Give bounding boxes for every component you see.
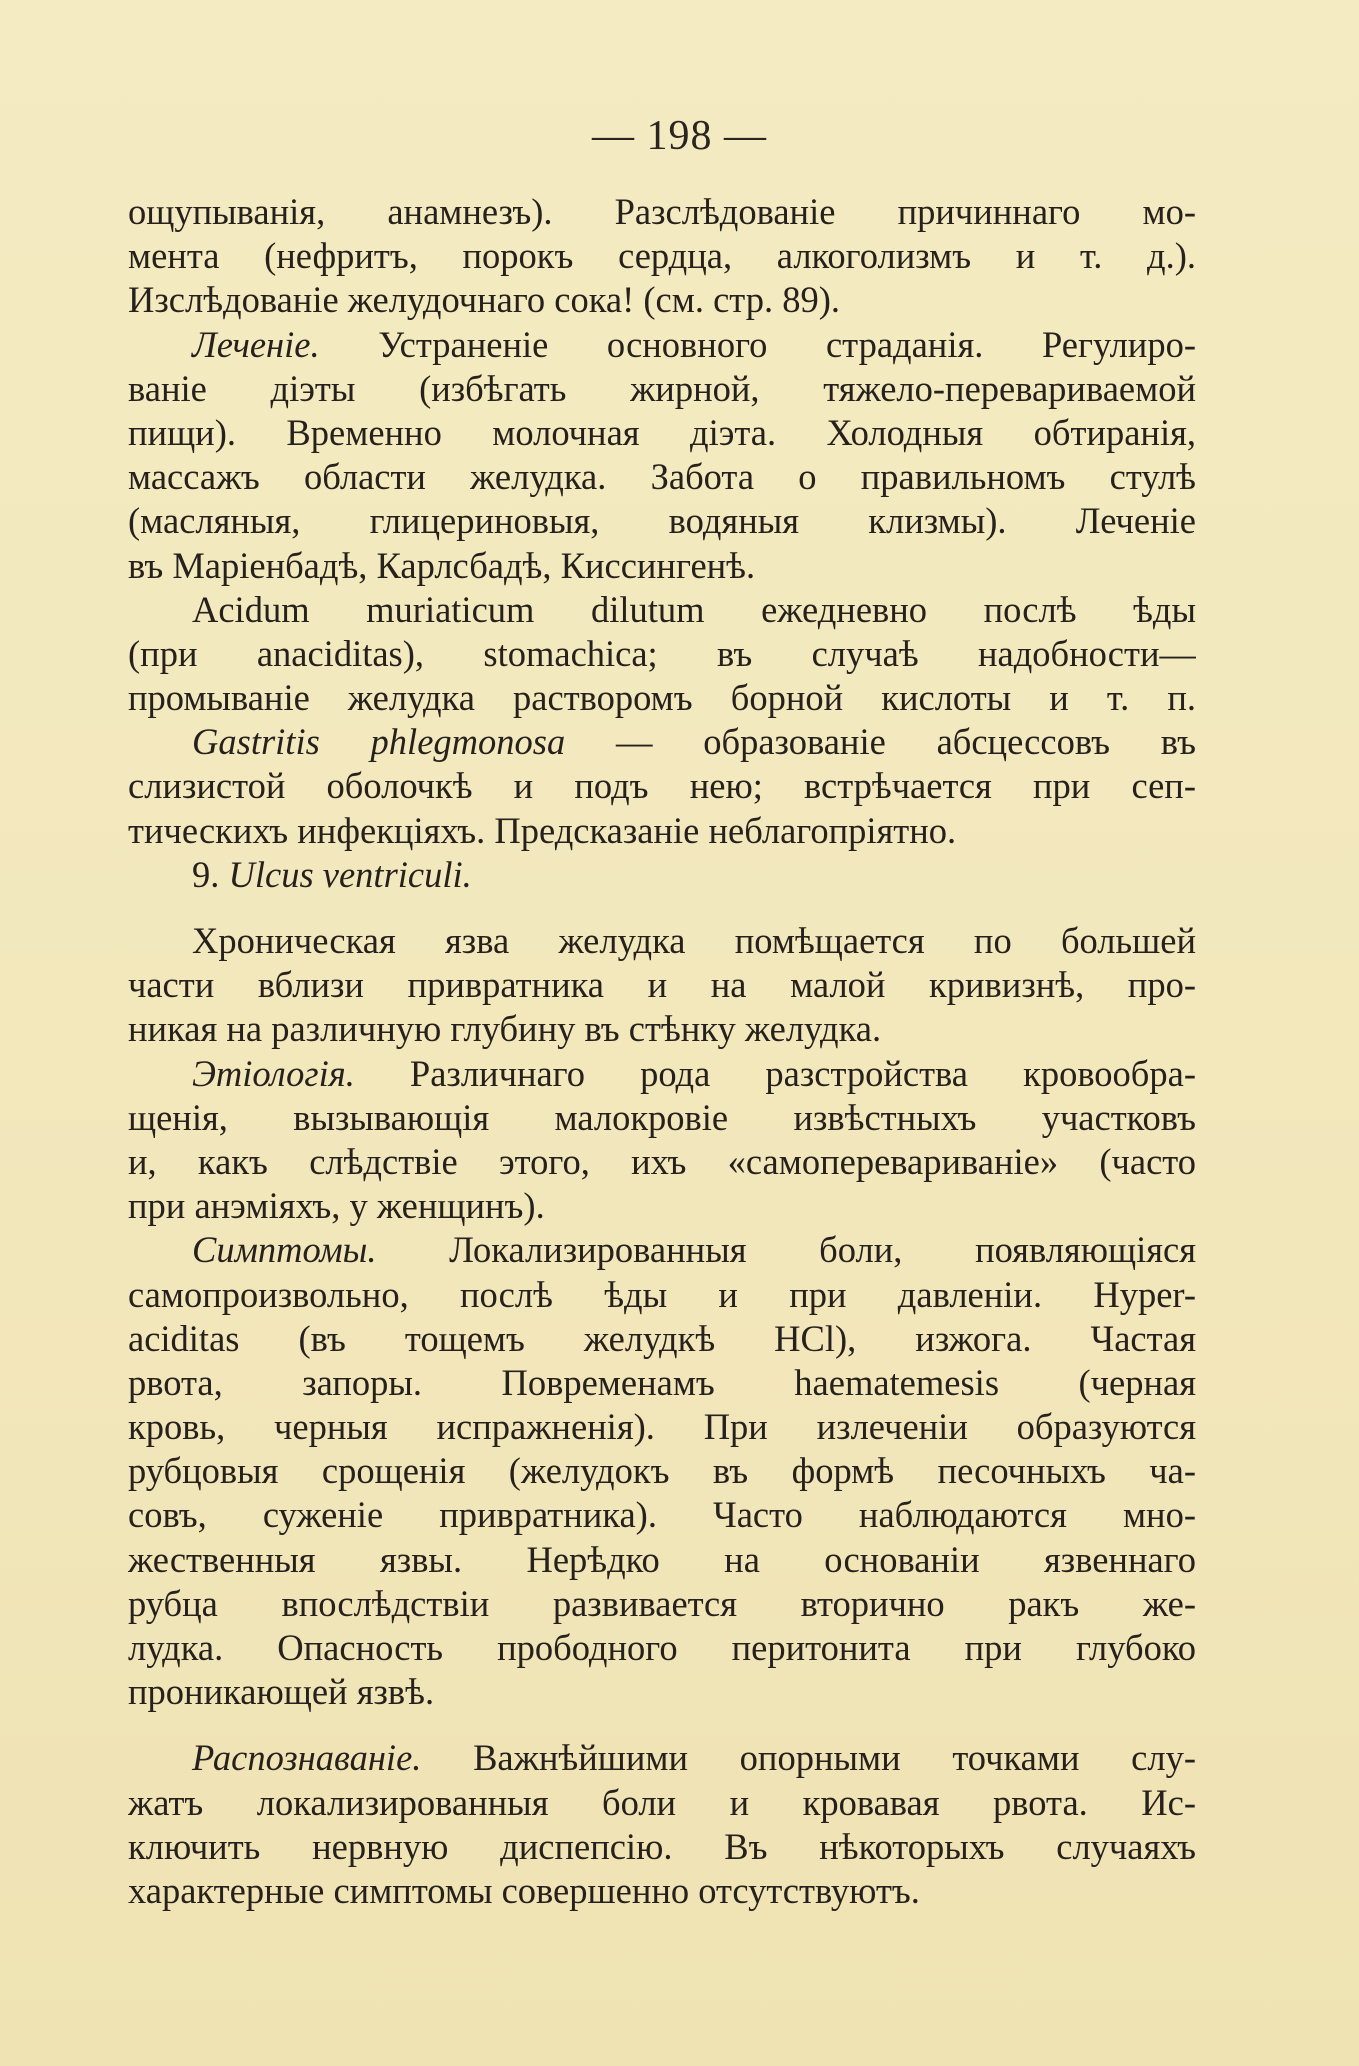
text-line <box>128 853 1196 897</box>
text-line <box>128 499 1196 543</box>
text-line <box>128 1052 1196 1096</box>
text-segment: ваніе діэты (избѣгать жирной, тяжело-перевариваемой <box>128 367 1196 409</box>
text-segment: щенія, вызывающія малокровіе извѣстныхъ участковъ <box>128 1096 1196 1138</box>
text-line <box>128 1184 1196 1228</box>
text-segment: (масляныя, глицериновыя, водяныя клизмы). Леченіе <box>128 500 1196 542</box>
text-segment: жатъ локализированныя боли и кровавая рвота. Ис- <box>128 1781 1196 1823</box>
text-line <box>128 1538 1196 1582</box>
text-segment: промываніе желудка растворомъ борной кислоты и т. п. <box>128 677 1196 719</box>
text-segment: (при anaciditas), stomachica; въ случаѣ надобности— <box>128 632 1196 674</box>
text-segment: Локализированныя боли, появляющіяся <box>376 1229 1196 1271</box>
text-segment: Различнаго рода разстройства кровообра- <box>354 1052 1196 1094</box>
text-segment: рубцовыя срощенія (желудокъ въ формѣ песочныхъ ча- <box>128 1450 1196 1492</box>
text-line <box>128 1140 1196 1184</box>
text-segment: рубца впослѣдствіи развивается вторично ракъ же- <box>128 1582 1196 1624</box>
text-segment: при анэміяхъ, у женщинъ). <box>128 1185 545 1227</box>
text-line <box>128 588 1196 632</box>
text-segment: и, какъ слѣдствіе этого, ихъ «самоперевариваніе» (часто <box>128 1140 1196 1182</box>
paragraph-gap <box>128 1714 1196 1736</box>
text-line <box>128 1626 1196 1670</box>
text-line <box>128 455 1196 499</box>
italic-heading: Леченіе. <box>192 323 320 365</box>
text-segment: лудка. Опасность прободного перитонита при глубоко <box>128 1627 1196 1668</box>
text-segment: характерные симптомы совершенно отсутствуютъ. <box>128 1869 920 1911</box>
italic-heading: Распознаваніе. <box>192 1737 422 1779</box>
text-segment: Acidum muriaticum dilutum ежедневно послѣ ѣды <box>192 588 1196 630</box>
paragraph-gap <box>128 897 1196 919</box>
text-line <box>128 323 1196 367</box>
text-segment: ощупыванія, анамнезъ). Разслѣдованіе причиннаго мо- <box>128 191 1196 232</box>
text-segment: Важнѣйшими опорными точками слу- <box>421 1737 1196 1779</box>
text-segment: проникающей язвѣ. <box>128 1671 435 1713</box>
text-line <box>128 544 1196 588</box>
text-line <box>128 1493 1196 1537</box>
text-line <box>128 1736 1196 1780</box>
italic-heading: Gastritis phlegmonosa <box>192 721 566 763</box>
text-line <box>128 1317 1196 1361</box>
text-line <box>128 1273 1196 1317</box>
text-segment: ключить нервную диспепсію. Въ нѣкоторыхъ случаяхъ <box>128 1825 1196 1867</box>
text-line <box>128 411 1196 455</box>
text-segment: массажъ области желудка. Забота о правильномъ стулѣ <box>128 456 1196 498</box>
text-segment: — образованіе абсцессовъ въ <box>565 721 1196 763</box>
text-segment: части вблизи привратника и на малой кривизнѣ, про- <box>128 964 1196 1006</box>
page-body-text <box>128 190 1196 1913</box>
text-line <box>128 676 1196 720</box>
text-segment: въ Маріенбадѣ, Карлсбадѣ, Киссингенѣ. <box>128 544 756 586</box>
text-segment: жественныя язвы. Нерѣдко на основаніи язвеннаго <box>128 1538 1196 1580</box>
text-line <box>128 1869 1196 1913</box>
text-line <box>128 632 1196 676</box>
text-line <box>128 1781 1196 1825</box>
text-line <box>128 1670 1196 1714</box>
text-line <box>128 278 1196 322</box>
text-segment: 9. <box>192 853 229 895</box>
text-line <box>128 1228 1196 1272</box>
text-line <box>128 190 1196 234</box>
text-segment: совъ, суженіе привратника). Часто наблюдаются мно- <box>128 1494 1196 1536</box>
text-line <box>128 919 1196 963</box>
text-line <box>128 367 1196 411</box>
page-number: — 198 — <box>592 113 767 159</box>
text-segment: Изслѣдованіе желудочнаго сока! (см. стр. 89). <box>128 279 840 321</box>
text-segment: пищи). Временно молочная діэта. Холодныя обтиранія, <box>128 411 1196 453</box>
italic-heading: Симптомы. <box>192 1229 377 1271</box>
text-line <box>128 720 1196 764</box>
text-line <box>128 764 1196 808</box>
text-line <box>128 1096 1196 1140</box>
text-line <box>128 234 1196 278</box>
text-line <box>128 1007 1196 1051</box>
text-segment: Устраненіе основного страданія. Регулиро- <box>319 323 1196 365</box>
text-segment: тическихъ инфекціяхъ. Предсказаніе неблагопріятно. <box>128 809 957 851</box>
text-line <box>128 1582 1196 1626</box>
text-segment: кровь, черныя испражненія). При излеченіи образуются <box>128 1406 1196 1448</box>
text-segment: рвота, запоры. Повременамъ haematemesis (черная <box>128 1361 1196 1403</box>
italic-heading: Ulcus ventriculi. <box>228 853 472 895</box>
text-segment: слизистой оболочкѣ и подъ нею; встрѣчается при сеп- <box>128 765 1196 807</box>
text-line <box>128 1449 1196 1493</box>
text-segment: мента (нефритъ, порокъ сердца, алкоголизмъ и т. д.). <box>128 235 1196 277</box>
text-segment: Хроническая язва желудка помѣщается по большей <box>192 920 1196 961</box>
text-segment: самопроизвольно, послѣ ѣды и при давленіи. Hyper- <box>128 1273 1196 1315</box>
text-line <box>128 963 1196 1007</box>
text-segment: никая на различную глубину въ стѣнку желудка. <box>128 1008 882 1050</box>
italic-heading: Этіологія. <box>192 1052 355 1094</box>
text-segment: aciditas (въ тощемъ желудкѣ HCl), изжога. Частая <box>128 1317 1196 1359</box>
text-line <box>128 809 1196 853</box>
text-line <box>128 1361 1196 1405</box>
text-line <box>128 1405 1196 1449</box>
text-line <box>128 1825 1196 1869</box>
